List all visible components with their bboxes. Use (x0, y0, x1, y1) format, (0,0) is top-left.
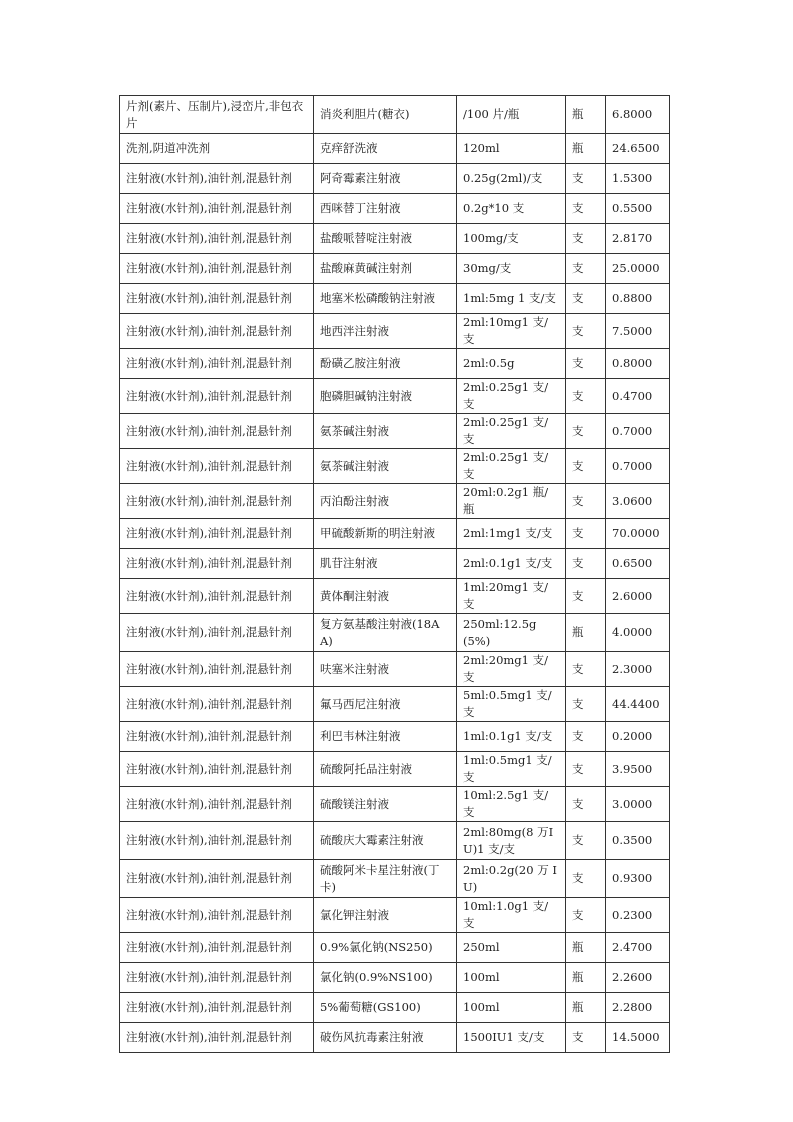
table-row (120, 993, 670, 1023)
drug-price-table-body (120, 96, 670, 1053)
dosage-form-cell: 注射液(水针剂),油针剂,混悬针剂 (120, 254, 314, 284)
drug-name-cell: 硫酸镁注射液 (314, 787, 457, 822)
price-cell: 0.7000 (606, 414, 670, 449)
drug-name-cell: 消炎利胆片(糖衣) (314, 96, 457, 134)
table-row (120, 787, 670, 822)
table-row (120, 579, 670, 614)
price-cell: 0.7000 (606, 449, 670, 484)
drug-name-cell: 丙泊酚注射液 (314, 484, 457, 519)
table-row (120, 963, 670, 993)
specification-cell: 20ml:0.2g1 瓶/瓶 (457, 484, 566, 519)
price-cell: 0.2300 (606, 898, 670, 933)
dosage-form-cell: 注射液(水针剂),油针剂,混悬针剂 (120, 484, 314, 519)
table-row (120, 1023, 670, 1053)
unit-cell: 支 (566, 414, 606, 449)
dosage-form-cell: 注射液(水针剂),油针剂,混悬针剂 (120, 519, 314, 549)
unit-cell: 支 (566, 314, 606, 349)
drug-price-table (119, 95, 670, 1053)
unit-cell: 支 (566, 687, 606, 722)
unit-cell: 支 (566, 860, 606, 898)
price-cell: 0.8800 (606, 284, 670, 314)
dosage-form-cell: 注射液(水针剂),油针剂,混悬针剂 (120, 963, 314, 993)
price-cell: 14.5000 (606, 1023, 670, 1053)
unit-cell: 支 (566, 484, 606, 519)
specification-cell: 1ml:5mg 1 支/支 (457, 284, 566, 314)
price-cell: 7.5000 (606, 314, 670, 349)
dosage-form-cell: 注射液(水针剂),油针剂,混悬针剂 (120, 933, 314, 963)
specification-cell: 2ml:0.5g (457, 349, 566, 379)
price-cell: 3.9500 (606, 752, 670, 787)
table-row (120, 379, 670, 414)
unit-cell: 支 (566, 284, 606, 314)
price-cell: 1.5300 (606, 164, 670, 194)
table-row (120, 549, 670, 579)
drug-name-cell: 硫酸庆大霉素注射液 (314, 822, 457, 860)
drug-name-cell: 5%葡萄糖(GS100) (314, 993, 457, 1023)
drug-name-cell: 酚磺乙胺注射液 (314, 349, 457, 379)
drug-name-cell: 氯化钠(0.9%NS100) (314, 963, 457, 993)
specification-cell: 2ml:10mg1 支/支 (457, 314, 566, 349)
specification-cell: 250ml (457, 933, 566, 963)
unit-cell: 瓶 (566, 963, 606, 993)
price-cell: 3.0600 (606, 484, 670, 519)
dosage-form-cell: 注射液(水针剂),油针剂,混悬针剂 (120, 284, 314, 314)
unit-cell: 支 (566, 822, 606, 860)
table-row (120, 134, 670, 164)
specification-cell: 2ml:0.2g(20 万 IU) (457, 860, 566, 898)
drug-name-cell: 盐酸麻黄碱注射剂 (314, 254, 457, 284)
price-cell: 4.0000 (606, 614, 670, 652)
price-cell: 2.6000 (606, 579, 670, 614)
drug-name-cell: 硫酸阿托品注射液 (314, 752, 457, 787)
unit-cell: 瓶 (566, 614, 606, 652)
price-cell: 6.8000 (606, 96, 670, 134)
dosage-form-cell: 注射液(水针剂),油针剂,混悬针剂 (120, 787, 314, 822)
drug-name-cell: 利巴韦林注射液 (314, 722, 457, 752)
table-row (120, 484, 670, 519)
price-cell: 24.6500 (606, 134, 670, 164)
unit-cell: 支 (566, 379, 606, 414)
unit-cell: 瓶 (566, 134, 606, 164)
price-cell: 2.3000 (606, 652, 670, 687)
drug-name-cell: 甲硫酸新斯的明注射液 (314, 519, 457, 549)
specification-cell: 2ml:0.25g1 支/支 (457, 414, 566, 449)
specification-cell: 0.2g*10 支 (457, 194, 566, 224)
drug-name-cell: 盐酸哌替啶注射液 (314, 224, 457, 254)
drug-name-cell: 氟马西尼注射液 (314, 687, 457, 722)
unit-cell: 支 (566, 449, 606, 484)
drug-name-cell: 氨茶碱注射液 (314, 414, 457, 449)
price-cell: 2.2600 (606, 963, 670, 993)
price-cell: 44.4400 (606, 687, 670, 722)
price-cell: 2.4700 (606, 933, 670, 963)
dosage-form-cell: 注射液(水针剂),油针剂,混悬针剂 (120, 224, 314, 254)
table-row (120, 449, 670, 484)
drug-name-cell: 阿奇霉素注射液 (314, 164, 457, 194)
table-row (120, 96, 670, 134)
dosage-form-cell: 注射液(水针剂),油针剂,混悬针剂 (120, 349, 314, 379)
dosage-form-cell: 注射液(水针剂),油针剂,混悬针剂 (120, 652, 314, 687)
unit-cell: 瓶 (566, 993, 606, 1023)
dosage-form-cell: 注射液(水针剂),油针剂,混悬针剂 (120, 579, 314, 614)
dosage-form-cell: 注射液(水针剂),油针剂,混悬针剂 (120, 860, 314, 898)
price-cell: 0.2000 (606, 722, 670, 752)
price-cell: 25.0000 (606, 254, 670, 284)
price-cell: 70.0000 (606, 519, 670, 549)
drug-name-cell: 胞磷胆碱钠注射液 (314, 379, 457, 414)
table-row (120, 822, 670, 860)
dosage-form-cell: 注射液(水针剂),油针剂,混悬针剂 (120, 687, 314, 722)
drug-name-cell: 硫酸阿米卡星注射液(丁卡) (314, 860, 457, 898)
specification-cell: 1ml:0.1g1 支/支 (457, 722, 566, 752)
unit-cell: 支 (566, 224, 606, 254)
table-row (120, 164, 670, 194)
dosage-form-cell: 注射液(水针剂),油针剂,混悬针剂 (120, 993, 314, 1023)
drug-name-cell: 呋塞米注射液 (314, 652, 457, 687)
table-row (120, 687, 670, 722)
dosage-form-cell: 注射液(水针剂),油针剂,混悬针剂 (120, 752, 314, 787)
drug-name-cell: 0.9%氯化钠(NS250) (314, 933, 457, 963)
drug-name-cell: 地塞米松磷酸钠注射液 (314, 284, 457, 314)
table-row (120, 414, 670, 449)
unit-cell: 支 (566, 254, 606, 284)
specification-cell: 2ml:20mg1 支/支 (457, 652, 566, 687)
specification-cell: 1ml:0.5mg1 支/支 (457, 752, 566, 787)
dosage-form-cell: 注射液(水针剂),油针剂,混悬针剂 (120, 164, 314, 194)
price-cell: 2.2800 (606, 993, 670, 1023)
table-row (120, 933, 670, 963)
unit-cell: 支 (566, 349, 606, 379)
specification-cell: 10ml:2.5g1 支/支 (457, 787, 566, 822)
dosage-form-cell: 注射液(水针剂),油针剂,混悬针剂 (120, 449, 314, 484)
drug-name-cell: 氨茶碱注射液 (314, 449, 457, 484)
price-cell: 0.9300 (606, 860, 670, 898)
table-row (120, 722, 670, 752)
price-cell: 0.8000 (606, 349, 670, 379)
price-cell: 0.4700 (606, 379, 670, 414)
unit-cell: 支 (566, 579, 606, 614)
specification-cell: 1500IU1 支/支 (457, 1023, 566, 1053)
table-row (120, 284, 670, 314)
drug-name-cell: 氯化钾注射液 (314, 898, 457, 933)
unit-cell: 支 (566, 519, 606, 549)
unit-cell: 支 (566, 898, 606, 933)
dosage-form-cell: 注射液(水针剂),油针剂,混悬针剂 (120, 194, 314, 224)
table-row (120, 898, 670, 933)
dosage-form-cell: 洗剂,阴道冲洗剂 (120, 134, 314, 164)
unit-cell: 瓶 (566, 96, 606, 134)
specification-cell: 2ml:0.25g1 支/支 (457, 379, 566, 414)
unit-cell: 支 (566, 164, 606, 194)
dosage-form-cell: 注射液(水针剂),油针剂,混悬针剂 (120, 314, 314, 349)
unit-cell: 支 (566, 652, 606, 687)
unit-cell: 瓶 (566, 933, 606, 963)
drug-name-cell: 黄体酮注射液 (314, 579, 457, 614)
dosage-form-cell: 片剂(素片、压制片),浸峦片,非包衣片 (120, 96, 314, 134)
dosage-form-cell: 注射液(水针剂),油针剂,混悬针剂 (120, 379, 314, 414)
table-row (120, 860, 670, 898)
dosage-form-cell: 注射液(水针剂),油针剂,混悬针剂 (120, 822, 314, 860)
specification-cell: 250ml:12.5g(5%) (457, 614, 566, 652)
unit-cell: 支 (566, 1023, 606, 1053)
unit-cell: 支 (566, 722, 606, 752)
specification-cell: 100ml (457, 963, 566, 993)
unit-cell: 支 (566, 752, 606, 787)
table-row (120, 752, 670, 787)
unit-cell: 支 (566, 549, 606, 579)
drug-name-cell: 西咪替丁注射液 (314, 194, 457, 224)
table-row (120, 652, 670, 687)
table-row (120, 349, 670, 379)
drug-name-cell: 破伤风抗毒素注射液 (314, 1023, 457, 1053)
specification-cell: 5ml:0.5mg1 支/支 (457, 687, 566, 722)
specification-cell: 2ml:0.25g1 支/支 (457, 449, 566, 484)
dosage-form-cell: 注射液(水针剂),油针剂,混悬针剂 (120, 549, 314, 579)
price-cell: 2.8170 (606, 224, 670, 254)
drug-name-cell: 地西泮注射液 (314, 314, 457, 349)
price-cell: 3.0000 (606, 787, 670, 822)
table-row (120, 254, 670, 284)
specification-cell: 1ml:20mg1 支/支 (457, 579, 566, 614)
unit-cell: 支 (566, 194, 606, 224)
specification-cell: 30mg/支 (457, 254, 566, 284)
table-row (120, 224, 670, 254)
specification-cell: /100 片/瓶 (457, 96, 566, 134)
specification-cell: 2ml:0.1g1 支/支 (457, 549, 566, 579)
specification-cell: 100ml (457, 993, 566, 1023)
specification-cell: 0.25g(2ml)/支 (457, 164, 566, 194)
dosage-form-cell: 注射液(水针剂),油针剂,混悬针剂 (120, 414, 314, 449)
table-row (120, 314, 670, 349)
specification-cell: 2ml:1mg1 支/支 (457, 519, 566, 549)
table-row (120, 194, 670, 224)
dosage-form-cell: 注射液(水针剂),油针剂,混悬针剂 (120, 722, 314, 752)
specification-cell: 100mg/支 (457, 224, 566, 254)
specification-cell: 120ml (457, 134, 566, 164)
price-cell: 0.5500 (606, 194, 670, 224)
table-row (120, 614, 670, 652)
specification-cell: 2ml:80mg(8 万IU)1 支/支 (457, 822, 566, 860)
dosage-form-cell: 注射液(水针剂),油针剂,混悬针剂 (120, 614, 314, 652)
table-row (120, 519, 670, 549)
unit-cell: 支 (566, 787, 606, 822)
specification-cell: 10ml:1.0g1 支/支 (457, 898, 566, 933)
price-cell: 0.3500 (606, 822, 670, 860)
price-cell: 0.6500 (606, 549, 670, 579)
drug-name-cell: 克痒舒洗液 (314, 134, 457, 164)
drug-name-cell: 复方氨基酸注射液(18AA) (314, 614, 457, 652)
dosage-form-cell: 注射液(水针剂),油针剂,混悬针剂 (120, 898, 314, 933)
drug-name-cell: 肌苷注射液 (314, 549, 457, 579)
dosage-form-cell: 注射液(水针剂),油针剂,混悬针剂 (120, 1023, 314, 1053)
